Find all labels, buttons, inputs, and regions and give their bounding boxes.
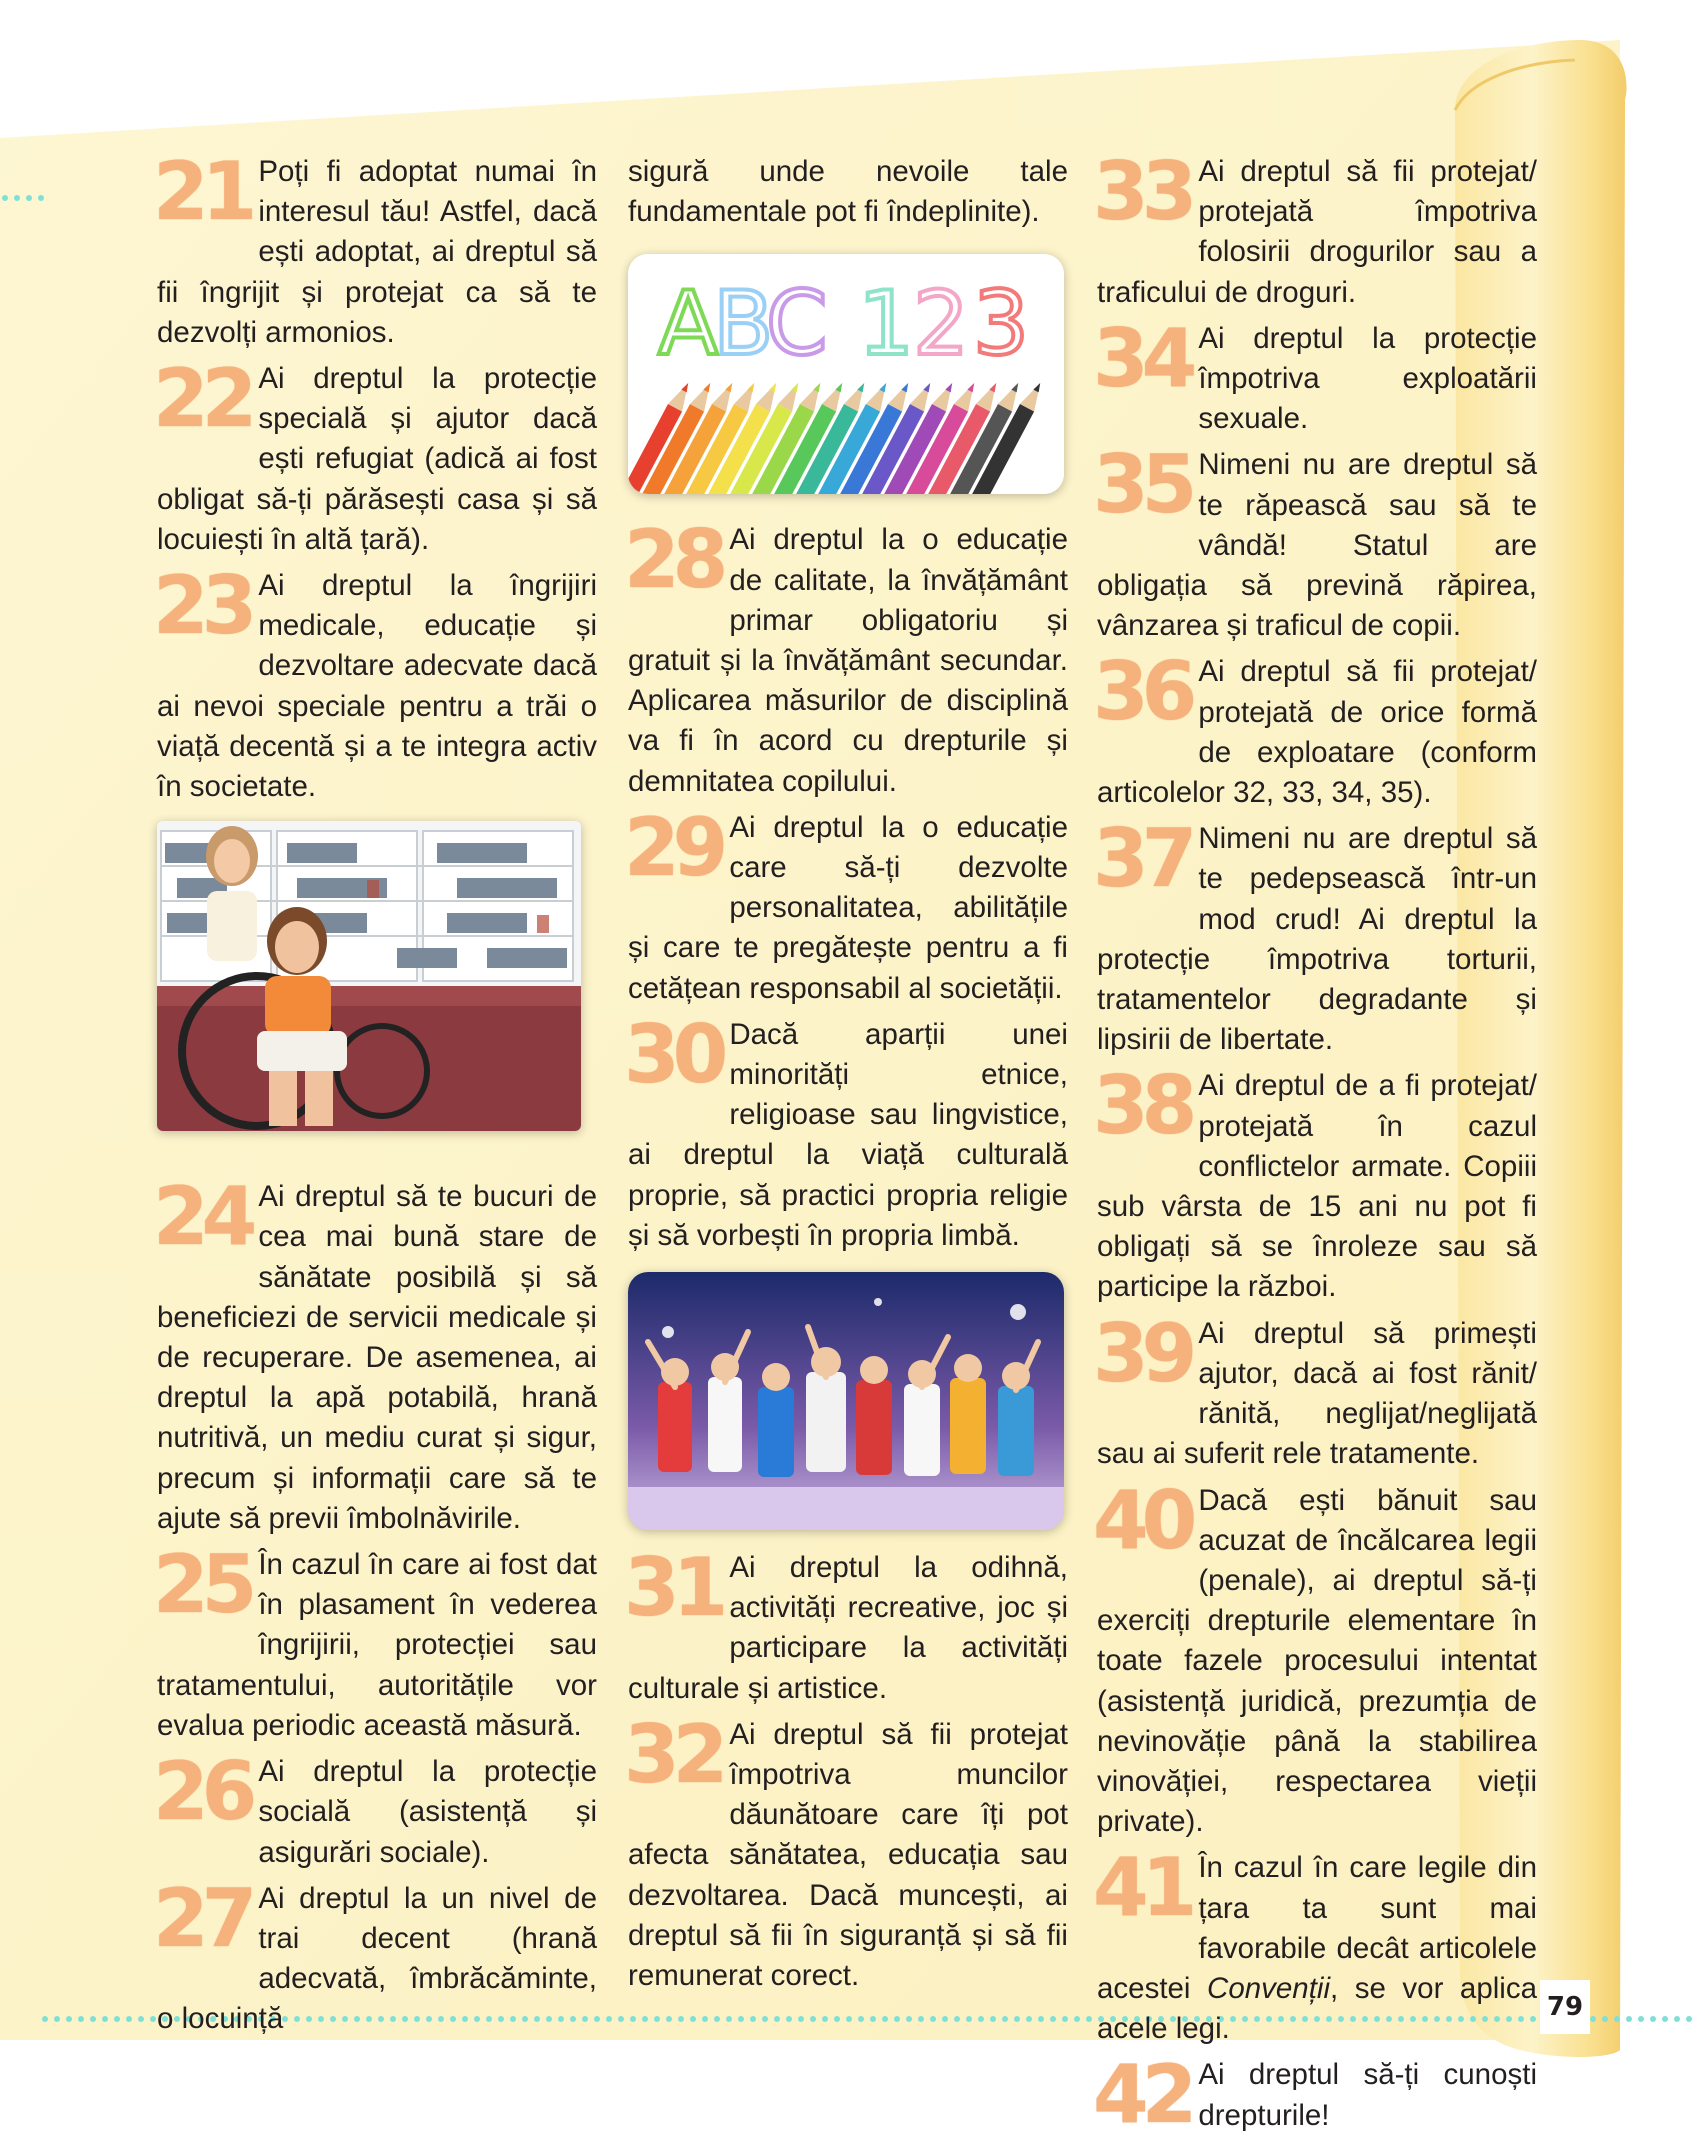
abc-letter: 3 — [973, 272, 1029, 376]
article-text: Ai dreptul să primești ajutor, dacă ai fost rănit/ rănită, neglijat/neglijată sau ai suferit rele tratamente. — [1097, 1316, 1537, 1471]
article-number: 31 — [624, 1541, 722, 1635]
article-26 — [153, 1745, 597, 1873]
library-wheelchair-photo — [157, 821, 581, 1131]
abc-letter: C — [766, 272, 828, 376]
article-number: 24 — [153, 1170, 251, 1264]
article-number: 29 — [624, 800, 722, 894]
page-number: 79 — [1540, 1980, 1590, 2034]
article-31 — [624, 1541, 1068, 1709]
article-number: 37 — [1093, 812, 1191, 906]
article-34 — [1093, 311, 1537, 440]
article-text-part2: , se vor aplica acele legi. — [1097, 1971, 1538, 2046]
article-number: 34 — [1093, 311, 1191, 405]
article-38 — [1093, 1059, 1537, 1307]
article-number: 27 — [153, 1871, 251, 1965]
article-text: Ai dreptul la o educație care să-ți dezvolte personalitatea, abilitățile și care te pregătește pentru a fi cetățean responsabil al societății. — [628, 810, 1068, 1005]
article-text: Ai dreptul la un nivel de trai decent (hrană adecvată, îmbrăcăminte, o locuință — [157, 1881, 597, 2036]
article-37 — [1093, 812, 1537, 1060]
article-number: 21 — [153, 145, 251, 238]
article-text: Ai dreptul să fii protejat/ protejată împotriva folosirii drogurilor sau a traficului de droguri. — [1097, 155, 1537, 309]
article-text: Ai dreptul să te bucuri de cea mai bună stare de sănătate posibilă și să beneficiezi de servicii medicale și de recuperare. De asemenea, ai dreptul la apă potabilă, hrană nutritivă, un mediu curat și sigur, precum și informații care să te ajute să previi îmbolnăvirile. — [157, 1180, 597, 1535]
article-number: 28 — [624, 513, 722, 607]
dotted-line-left — [0, 192, 50, 204]
column-3 — [1093, 145, 1538, 2143]
article-text: Dacă aparții unei minorități etnice, religioase sau lingvistice, ai dreptul la viață culturală proprie, să practici propria religie și să vorbești în propria limbă. — [628, 1017, 1068, 1252]
article-text: Ai dreptul să fii protejat împotriva muncilor dăunătoare care îți pot afecta sănătatea, educația sau dezvoltarea. Dacă muncești, ai dreptul să fii în siguranță și să fii remunerat corect. — [628, 1717, 1068, 1993]
article-text-italic: Convenții — [1207, 1971, 1330, 2005]
article-number: 41 — [1093, 1841, 1191, 1935]
article-36 — [1093, 645, 1537, 813]
article-25 — [153, 1538, 597, 1746]
article-number: 26 — [153, 1745, 251, 1839]
article-number: 40 — [1093, 1473, 1191, 1567]
article-39 — [1093, 1306, 1537, 1475]
article-28 — [624, 513, 1068, 801]
article-21 — [153, 145, 597, 353]
article-number: 25 — [153, 1538, 251, 1632]
abc-letter: A — [658, 272, 719, 376]
article-text: Ai dreptul la o educație de calitate, la învățământ primar obligatoriu și gratuit și la învățământ secundar. Aplicarea măsurilor de disciplină va fi în acord cu drepturile și demnitatea copilului. — [628, 523, 1068, 798]
article-text: Ai dreptul să-ți cunoști drepturile! — [1198, 2058, 1537, 2132]
abc-letter: 2 — [913, 272, 969, 376]
article-27-continuation: sigură unde nevoile tale fundamentale pot fi îndeplinite). — [628, 155, 1068, 229]
article-number: 32 — [624, 1707, 722, 1801]
article-text: Ai dreptul să fii protejat/ protejată de orice formă de exploatare (conform articolelor 32, 33, 34, 35). — [1097, 655, 1537, 810]
article-text: În cazul în care ai fost dat în plasament în vederea îngrijirii, protecției sau tratamentului, autoritățile vor evalua periodic această măsură. — [157, 1548, 597, 1742]
article-41 — [1093, 1841, 1538, 2049]
article-27 — [153, 1871, 597, 2040]
article-text: Ai dreptul la odihnă, activități recreative, joc și participare la activități culturale și artistice. — [628, 1551, 1068, 1705]
article-40 — [1093, 1473, 1537, 1843]
article-text: Nimeni nu are dreptul să te pedepsească într-un mod crud! Ai dreptul la protecție împotriva torturii, tratamentelor degradante și lipsirii de libertate. — [1097, 822, 1537, 1057]
article-number: 39 — [1093, 1306, 1191, 1400]
article-35 — [1093, 438, 1537, 646]
article-text: Ai dreptul la îngrijiri medicale, educație și dezvoltare adecvate dacă ai nevoi speciale pentru a trăi o viață decentă și a te integra activ în societate. — [157, 569, 597, 804]
folk-dance-photo — [628, 1272, 1064, 1530]
article-text-part1: În cazul în care legile din țara ta sunt mai favorabile decât articolele acestei — [1097, 1851, 1537, 2005]
article-text: Nimeni nu are dreptul să te răpească sau să te vândă! Statul are obligația să prevină răpirea, vânzarea și traficul de copii. — [1097, 448, 1537, 643]
article-24 — [153, 1170, 597, 1539]
article-number: 35 — [1093, 438, 1191, 532]
article-number: 36 — [1093, 645, 1191, 739]
article-text: Ai dreptul de a fi protejat/ protejată în cazul conflictelor armate. Copiii sub vârsta de 15 ani nu pot fi obligați să se înroleze sau să participe la război. — [1097, 1069, 1537, 1304]
article-text: Ai dreptul la protecție specială și ajutor dacă ești refugiat (adică ai fost obligat să-ți părăsești casa și să locuiești în altă țară). — [157, 362, 597, 556]
article-number: 23 — [153, 559, 251, 653]
abc-letter: 1 — [858, 272, 914, 376]
article-number: 42 — [1093, 2048, 1191, 2142]
article-number: 33 — [1093, 145, 1191, 238]
article-42 — [1093, 2048, 1537, 2142]
abc-pencils-image — [628, 254, 1064, 494]
abc-letter: B — [713, 272, 774, 376]
article-text: Dacă ești bănuit sau acuzat de încălcarea legii (penale), ai dreptul să-ți exerciți drepturile elementare în toate fazele procesului intentat (asistență juridică, prezumția de nevinovăție până la stabilirea vinovăției, respectarea vieții private). — [1097, 1483, 1537, 1839]
article-33 — [1093, 145, 1537, 313]
column-1 — [153, 145, 597, 2046]
article-text: Ai dreptul la protecție socială (asistență și asigurări sociale). — [258, 1755, 597, 1869]
article-32 — [624, 1707, 1068, 1996]
article-number: 30 — [624, 1007, 722, 1101]
article-23 — [153, 559, 597, 807]
article-29 — [624, 800, 1068, 1009]
article-number: 38 — [1093, 1059, 1191, 1153]
article-30 — [624, 1007, 1068, 1256]
column-2 — [624, 152, 1068, 2002]
article-text: Poți fi adoptat numai în interesul tău! Astfel, dacă ești adoptat, ai dreptul să fii îngrijit și protejat ca să te dezvolți armonios. — [157, 155, 597, 349]
article-text: Ai dreptul la protecție împotriva exploatării sexuale. — [1198, 321, 1537, 436]
article-22 — [153, 352, 597, 560]
article-number: 22 — [153, 352, 251, 446]
